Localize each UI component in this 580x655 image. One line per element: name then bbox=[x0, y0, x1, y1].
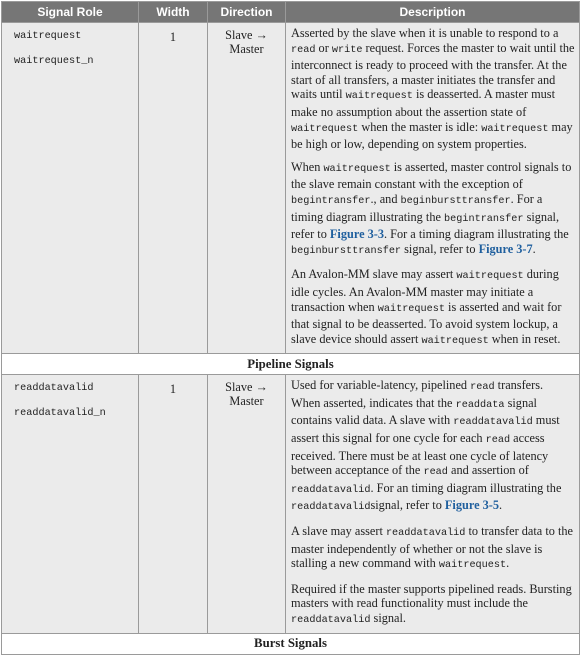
signal-name: waitrequest bbox=[14, 31, 82, 42]
description-paragraph: Required if the master supports pipelined reads. Bursting masters with read functionality must include the readdatavalid signal. bbox=[291, 581, 572, 626]
signal-name-active-low: readdatavalid_n bbox=[14, 407, 106, 419]
header-direction: Direction bbox=[208, 2, 286, 23]
section-row-pipeline bbox=[2, 354, 580, 375]
signal-name-active-low: waitrequest_n bbox=[14, 55, 94, 67]
signal-name: readdatavalid bbox=[14, 383, 94, 395]
table-header-row bbox=[2, 2, 580, 23]
signal-role-cell bbox=[2, 23, 139, 354]
section-title-pipeline: Pipeline Signals bbox=[2, 354, 580, 375]
description-cell bbox=[286, 375, 580, 633]
section-title-burst: Burst Signals bbox=[2, 633, 580, 654]
description-paragraph: When waitrequest is asserted, master control signals to the slave remain constant with the exception of begintransfer., and beginbursttransfer. For a timing diagram illustrating the begintransfer signal, refer to Figure 3-3. For a timing diagram illustrating the beginbursttransfer signal, refer to Figure 3-7. bbox=[291, 159, 572, 257]
direction-cell bbox=[208, 375, 286, 633]
table-row-readdatavalid bbox=[2, 375, 580, 633]
direction-line: Master bbox=[229, 42, 264, 56]
width-cell: 1 bbox=[139, 23, 208, 354]
figure-3-5-link[interactable]: Figure 3-5 bbox=[444, 498, 499, 513]
header-signal-role: Signal Role bbox=[2, 2, 139, 23]
figure-3-7-link[interactable]: Figure 3-7 bbox=[478, 241, 533, 256]
table-row-waitrequest bbox=[2, 23, 580, 354]
description-paragraph: A slave may assert readdatavalid to transfer data to the master independently of whether or not the slave is stalling a new command with waitrequest. bbox=[291, 524, 573, 572]
section-row-burst bbox=[2, 633, 580, 654]
direction-line: Master bbox=[229, 394, 264, 409]
description-paragraph: Used for variable-latency, pipelined read transfers. When asserted, indicates that the readdata signal contains valid data. A slave with readdatavalid must assert this signal for one cycle for each read access received. There must be at least one cycle of latency between acceptance of the read and assertion of readdatavalid. For an timing diagram illustrating the readdatavalidsignal, refer to Figure 3-5. bbox=[291, 378, 562, 514]
description-cell bbox=[286, 23, 580, 354]
description-paragraph: Asserted by the slave when it is unable to respond to a read or write request. Forces the master to wait until the interconnect is ready to proceed with the transfer. At the start of all transfers, a master initiates the transfer and waits until waitrequest is deasserted. A master must make no assumption about the assertion state of waitrequest when the master is idle: waitrequest may be high or low, depending on system properties. bbox=[291, 26, 575, 152]
direction-cell bbox=[208, 23, 286, 354]
signal-table-page bbox=[1, 1, 579, 651]
signal-table bbox=[1, 1, 580, 655]
header-description: Description bbox=[286, 2, 580, 23]
width-cell: 1 bbox=[139, 375, 208, 633]
direction-line: Slave → bbox=[225, 28, 268, 42]
figure-3-3-link[interactable]: Figure 3-3 bbox=[329, 227, 384, 242]
header-width: Width bbox=[139, 2, 208, 23]
direction-line: Slave → bbox=[225, 380, 268, 395]
description-paragraph: An Avalon-MM slave may assert waitrequest during idle cycles. An Avalon-MM master may initiate a transaction when waitrequest is asserted and wait for that signal to be deasserted. To avoid system lockup, a slave device should assert waitrequest when in reset. bbox=[291, 267, 562, 347]
signal-role-cell bbox=[2, 375, 139, 633]
